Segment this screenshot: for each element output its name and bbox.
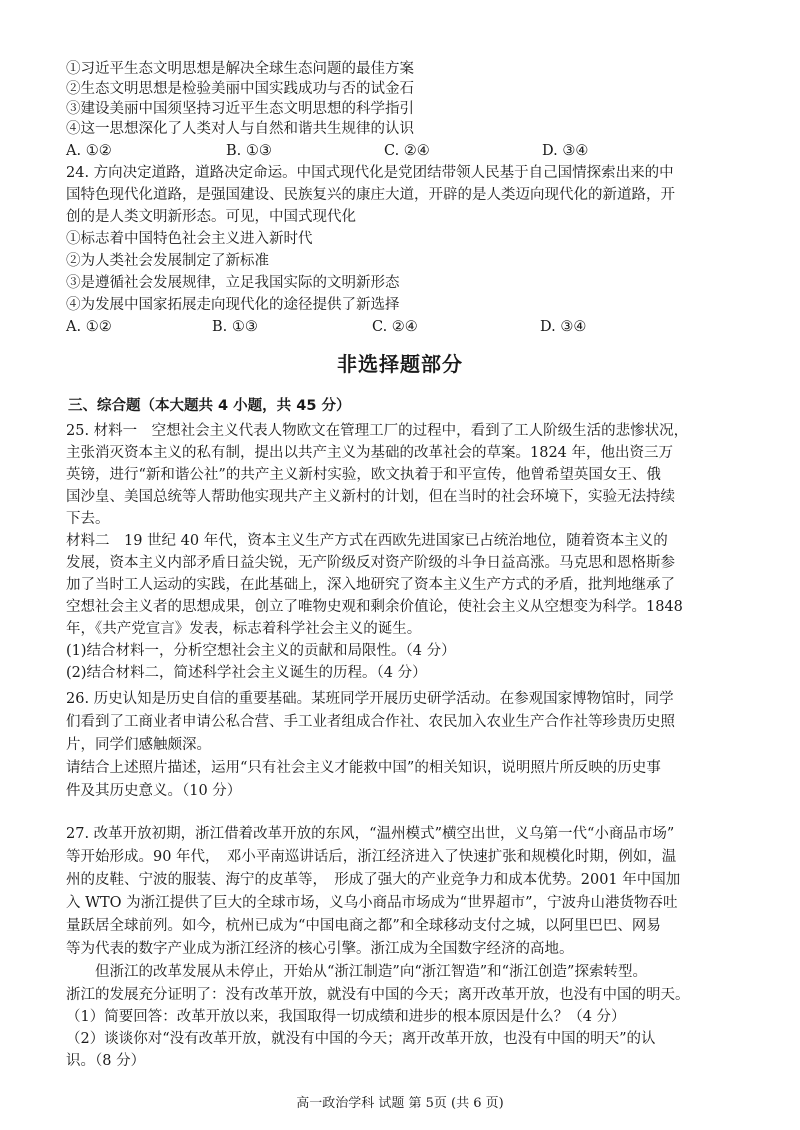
q27-line-4: 入 WTO 为浙江提供了巨大的全球市场，义乌小商品市场成为“世界超市”，宁波舟山港货物吞吐 [66,895,678,911]
q25-line-9: 空想社会主义者的思想成果，创立了唯物史观和剩余价值论，使社会主义从空想变为科学。1848 [66,599,683,615]
page-footer: 高一政治学科 试题 第 5页 (共 6 页) [296,1096,504,1111]
q23-item-1: ①习近平生态文明思想是解决全球生态问题的最佳方案 [66,61,414,77]
q24-stem-line-1: 24. 方向决定道路，道路决定命运。中国式现代化是党团结带领人民基于自己国情探索出来的中 [66,165,674,181]
q27-line-8: 浙江的发展充分证明了：没有改革开放，就没有中国的今天；离开改革开放，也没有中国的明天。 [66,987,690,1003]
q25-line-3: 英镑，进行“新和谐公社”的共产主义新村实验，欧文执着于和平宣传，他曾希望英国女王、俄 [66,467,661,483]
part3-heading: 三、综合题（本大题共 4 小题，共 45 分） [68,398,351,414]
q23-item-3: ③建设美丽中国须坚持习近平生态文明思想的科学指引 [66,101,414,117]
q24-stem-line-3: 创的是人类文明新形态。可见，中国式现代化 [66,209,356,225]
q23-option-b: B. ①③ [226,143,272,159]
q26-line-2: 们看到了工商业者申请公私合营、手工业者组成合作社、农民加入农业生产合作社等珍贵历史照 [66,714,675,730]
q25-line-4: 国沙皇、美国总统等人帮助他实现共产主义新村的计划，但在当时的社会环境下，实验无法持续 [66,489,675,505]
q27-line-1: 27. 改革开放初期，浙江借着改革开放的东风，“温州模式”横空出世，义乌第一代“小商品市场” [66,826,675,842]
q25-line-5: 下去。 [66,511,110,527]
q24-item-2: ②为人类社会发展制定了新标准 [66,253,269,269]
q26-line-5: 件及其历史意义。（10 分） [66,783,242,799]
q24-item-3: ③是遵循社会发展规律，立足我国实际的文明新形态 [66,275,400,291]
q25-subq-1: (1)结合材料一，分析空想社会主义的贡献和局限性。（4 分） [66,643,456,659]
q26-line-3: 片，同学们感触颇深。 [66,737,211,753]
q24-option-d: D. ③④ [540,319,587,335]
q23-item-2: ②生态文明思想是检验美丽中国实践成功与否的试金石 [66,81,414,97]
q27-subq-2: （2）谈谈你对“没有改革开放，就没有中国的今天；离开改革开放，也没有中国的明天”的认 [66,1031,656,1047]
q27-line-6: 等为代表的数字产业成为浙江经济的核心引擎。浙江成为全国数字经济的高地。 [66,941,574,957]
q24-item-1: ①标志着中国特色社会主义进入新时代 [66,231,313,247]
q24-option-a: A. ①② [66,319,112,335]
q26-line-4: 请结合上述照片描述，运用“只有社会主义才能救中国”的相关知识，说明照片所反映的历史事 [66,760,661,776]
q27-line-7: 但浙江的改革发展从未停止，开始从“浙江制造”向“浙江智造”和“浙江创造”探索转型。 [66,964,647,980]
q25-line-7: 发展，资本主义内部矛盾日益尖锐，无产阶级反对资产阶级的斗争日益高涨。马克思和恩格斯参 [66,555,675,571]
q27-line-2: 等开始形成。90 年代， 邓小平南巡讲话后，浙江经济进入了快速扩张和规模化时期，例如，温 [66,849,677,865]
q25-subq-2: (2)结合材料二，简述科学社会主义诞生的历程。（4 分） [66,665,427,681]
q27-subq-2-cont: 识。（8 分） [66,1053,146,1069]
q25-line-1: 25. 材料一 空想社会主义代表人物欧文在管理工厂的过程中，看到了工人阶级生活的悲惨状况， [66,423,689,439]
q27-subq-1: （1）简要回答：改革开放以来，我国取得一切成绩和进步的根本原因是什么？（4 分） [66,1009,626,1025]
q23-option-a: A. ①② [66,143,112,159]
q24-item-4: ④为发展中国家拓展走向现代化的途径提供了新选择 [66,297,400,313]
q25-line-10: 年，《共产党宣言》发表，标志着科学社会主义的诞生。 [66,621,422,637]
q24-stem-line-2: 国特色现代化道路，是强国建设、民族复兴的康庄大道，开辟的是人类迈向现代化的新道路，开 [66,187,675,203]
q27-line-5: 量跃居全球前列。如今，杭州已成为“中国电商之都”和全球移动支付之城，以阿里巴巴、网易 [66,918,661,934]
q23-option-d: D. ③④ [542,143,589,159]
q25-line-2: 主张消灭资本主义的私有制，提出以共产主义为基础的改革社会的草案。1824 年，他出资三万 [66,445,674,461]
section-title: 非选择题部分 [337,352,463,376]
q23-item-4: ④这一思想深化了人类对人与自然和谐共生规律的认识 [66,121,414,137]
q24-option-b: B. ①③ [212,319,258,335]
q24-option-c: C. ②④ [372,319,418,335]
q26-line-1: 26. 历史认知是历史自信的重要基础。某班同学开展历史研学活动。在参观国家博物馆时，同学 [66,691,674,707]
q25-line-6: 材料二 19 世纪 40 年代，资本主义生产方式在西欧先进国家已占统治地位，随着资本主义的 [66,533,668,549]
q25-line-8: 加了当时工人运动的实践，在此基础上，深入地研究了资本主义生产方式的矛盾，批判地继承了 [66,577,675,593]
q27-line-3: 州的皮鞋、宁波的服装、海宁的皮革等， 形成了强大的产业竞争力和成本优势。2001 年中国加 [66,872,681,888]
q23-option-c: C. ②④ [384,143,430,159]
